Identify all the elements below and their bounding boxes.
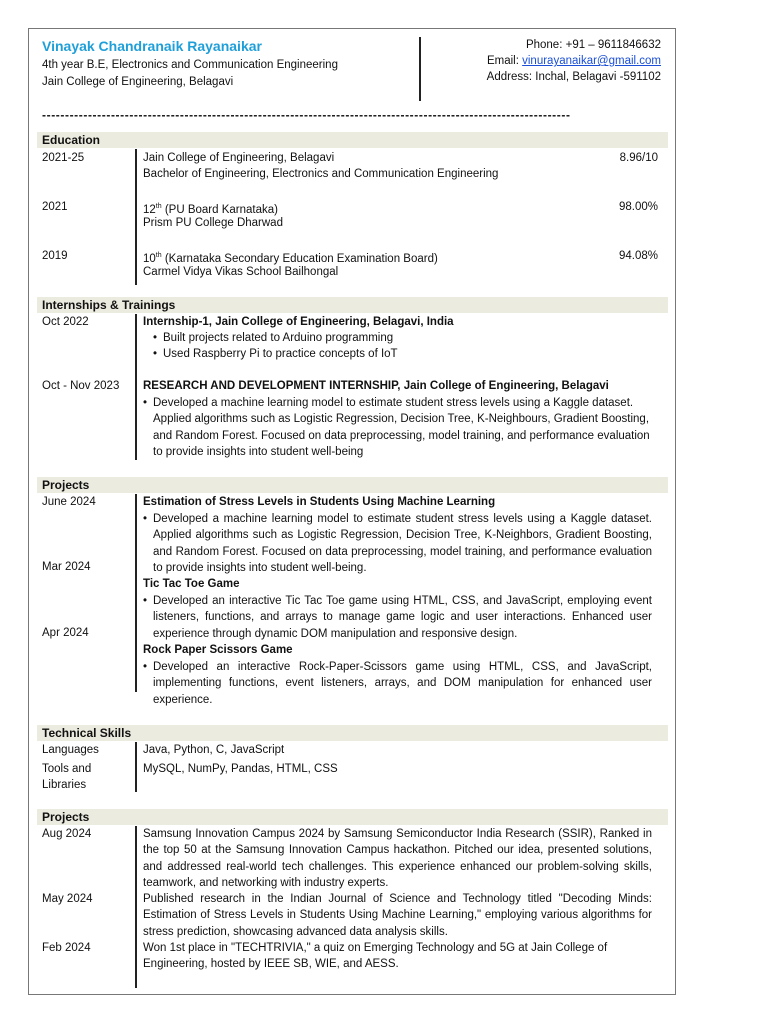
edu-institution: 10th (Karnataka Secondary Education Examination Board) [143,252,438,265]
skills-label-languages: Languages [42,744,99,756]
internships-divider [135,314,137,460]
edu-institution: 12th (PU Board Karnataka) [143,203,278,216]
section-achievements: Projects [37,809,668,825]
project-title: Tic Tac Toe Game [143,578,240,590]
edu-date: 2021 [42,201,68,213]
project-date: Mar 2024 [42,561,91,573]
project-date: June 2024 [42,496,96,508]
edu-score: 94.08% [618,250,658,262]
edu-date: 2021-25 [42,152,85,164]
edu-school: Carmel Vidya Vikas School Bailhongal [143,266,339,278]
achievement-date: Aug 2024 [42,828,92,840]
projects-divider [135,494,137,692]
separator-line: ------------------------------------------------------------------------------------------------------------------- [42,108,571,122]
internship-date: Oct 2022 [42,316,89,328]
email-link[interactable]: vinurayanaikar@gmail.com [522,55,661,67]
edu-degree: Bachelor of Engineering, Electronics and Communication Engineering [143,168,499,180]
edu-score: 98.00% [618,201,658,213]
achievement-description: Won 1st place in "TECHTRIVIA," a quiz on Emerging Technology and 5G at Jain College of Engineering, hosted by IEEE SB, WIE, and AESS. [143,942,608,971]
achievement-date: Feb 2024 [42,942,91,954]
bullet-icon: • [143,397,148,409]
edu-date: 2019 [42,250,68,262]
project-description: Developed a machine learning model to estimate student stress levels using a Kaggle dataset. Applied algorithms such as Logistic Regression, Decision Tree, K-Neighbors, Gradient Boosting, and Random Forest. Focused on data preprocessing, model training, and performance evaluation to provide insights into student well-being. [153,513,652,575]
college-line: Jain College of Engineering, Belagavi [42,76,234,88]
bullet-icon: • [143,595,148,607]
skills-label-tools: Tools and [42,763,92,775]
education-divider [135,149,137,285]
edu-school: Prism PU College Dharwad [143,217,283,229]
internship-heading: Internship-1, Jain College of Engineering, Belagavi, India [143,316,454,328]
internship-bullet: Built projects related to Arduino programming [163,332,394,344]
achievements-divider [135,826,137,988]
internship-heading: RESEARCH AND DEVELOPMENT INTERNSHIP, Jain College of Engineering, Belagavi [143,380,609,392]
section-internships: Internships & Trainings [37,297,668,313]
section-education: Education [37,132,668,148]
email-line [487,53,661,69]
candidate-name: Vinayak Chandranaik Rayanaikar [42,38,262,54]
project-title: Rock Paper Scissors Game [143,644,293,656]
edu-institution: Jain College of Engineering, Belagavi [143,152,335,164]
bullet-icon: • [153,348,158,360]
internship-description: Developed a machine learning model to estimate student stress levels using a Kaggle dataset. Applied algorithms such as Logistic Regression, Decision Tree, K-Neighbours, Gradient Boosting, and Random Forest. Focused on data preprocessing, model training, and performance evaluation to provide insights into student well-being [153,397,650,459]
project-description: Developed an interactive Rock-Paper-Scissors game using HTML, CSS, and JavaScript, implementing functions, event listeners, arrays, and DOM manipulation for enhanced user experience. [153,661,652,706]
bullet-icon: • [143,513,148,525]
skills-tools: MySQL, NumPy, Pandas, HTML, CSS [143,763,338,775]
skills-languages: Java, Python, C, JavaScript [143,744,285,756]
section-projects: Projects [37,477,668,493]
internship-date: Oct - Nov 2023 [42,380,120,392]
internship-bullet: Used Raspberry Pi to practice concepts of IoT [163,348,398,360]
skills-divider [135,742,137,792]
bullet-icon: • [153,332,158,344]
project-title: Estimation of Stress Levels in Students Using Machine Learning [143,496,496,508]
degree-line: 4th year B.E, Electronics and Communication Engineering [42,59,338,71]
email-label: Email: [486,55,523,67]
skills-label-libraries: Libraries [42,779,87,791]
achievement-date: May 2024 [42,893,93,905]
edu-score: 8.96/10 [619,152,658,164]
phone: Phone: +91 – 9611846632 [525,39,661,51]
section-technical-skills: Technical Skills [37,725,668,741]
header-divider [419,37,421,101]
bullet-icon: • [143,661,148,673]
achievement-description: Published research in the Indian Journal of Science and Technology titled "Decoding Minds: Estimation of Stress Levels in Students Using Machine Learning," employing various algorithms for stress prediction, showcasing advanced data analysis skills. [143,893,652,938]
achievement-description: Samsung Innovation Campus 2024 by Samsung Semiconductor India Research (SSIR), Ranked in the top 50 at the Samsung Innovation Campus hackathon. Pitched our idea, presented solutions, and addressed real-world tech challenges. This experience enhanced our problem-solving skills, teamwork, and networking with industry experts. [143,828,652,890]
address: Address: Inchal, Belagavi -591102 [486,71,661,83]
project-date: Apr 2024 [42,627,89,639]
project-description: Developed an interactive Tic Tac Toe game using HTML, CSS, and JavaScript, employing event listeners, functions, and arrays to manage game logic and user interactions. Enhanced user experience through dynamic DOM manipulation and responsive design. [153,595,652,640]
